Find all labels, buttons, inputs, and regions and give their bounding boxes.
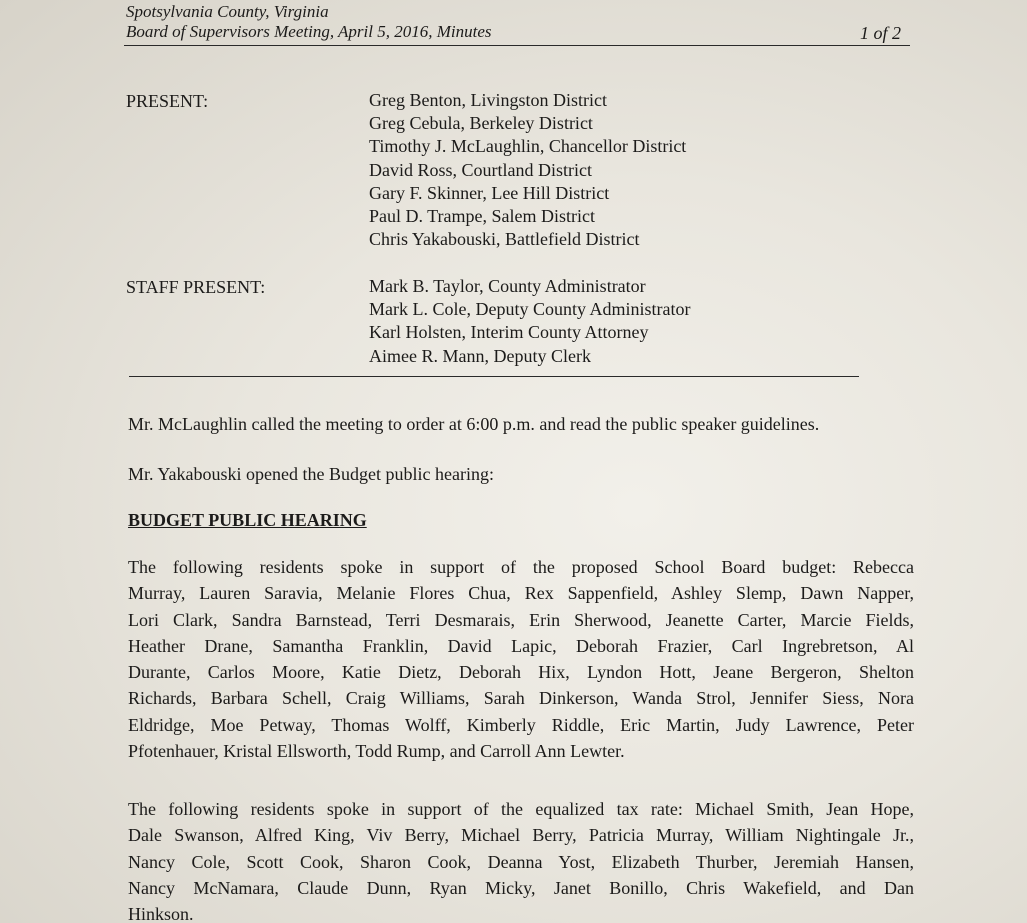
staff-member: Aimee R. Mann, Deputy Clerk (369, 345, 591, 366)
paragraph-line: Heather Drane, Samantha Franklin, David Lapic, Deborah Frazier, Carl Ingrebretson, Al (128, 635, 914, 656)
staff-present-label: STAFF PRESENT: (126, 277, 266, 297)
present-member: Paul D. Trampe, Salem District (369, 206, 595, 227)
paragraph-line: Durante, Carlos Moore, Katie Dietz, Deborah Hix, Lyndon Hott, Jeane Bergeron, Shelton (128, 662, 914, 683)
tax-rate-support-paragraph (128, 796, 914, 923)
present-list (369, 89, 686, 251)
present-member: Greg Benton, Livingston District (369, 90, 607, 110)
paragraph-line: Nancy McNamara, Claude Dunn, Ryan Micky, Janet Bonillo, Chris Wakefield, and Dan (128, 877, 914, 898)
paragraph-line: Lori Clark, Sandra Barnstead, Terri Desmarais, Erin Sherwood, Jeanette Carter, Marcie Fields, (128, 609, 914, 630)
paragraph-line: The following residents spoke in support of the proposed School Board budget: Rebecca (128, 557, 914, 577)
present-member: Chris Yakabouski, Battlefield District (369, 229, 640, 250)
present-member: Gary F. Skinner, Lee Hill District (369, 182, 610, 203)
call-to-order-text: Mr. McLaughlin called the meeting to order at 6:00 p.m. and read the public speaker guidelines. (128, 414, 820, 434)
paragraph-line: Richards, Barbara Schell, Craig Williams, Sarah Dinkerson, Wanda Strol, Jennifer Siess, Nora (128, 688, 914, 709)
paragraph-line: Dale Swanson, Alfred King, Viv Berry, Michael Berry, Patricia Murray, William Nightingale Jr., (128, 825, 914, 846)
paragraph-line: Murray, Lauren Saravia, Melanie Flores Chua, Rex Sappenfield, Ashley Slemp, Dawn Napper, (128, 583, 914, 604)
staff-member: Mark B. Taylor, County Administrator (369, 276, 646, 296)
budget-hearing-heading: BUDGET PUBLIC HEARING (128, 510, 367, 530)
present-label: PRESENT: (126, 91, 209, 111)
page-number: 1 of 2 (860, 23, 902, 43)
paragraph-line: Eldridge, Moe Petway, Thomas Wolff, Kimberly Riddle, Eric Martin, Judy Lawrence, Peter (128, 714, 914, 735)
hearing-open-text: Mr. Yakabouski opened the Budget public hearing: (128, 464, 494, 484)
section-rule (129, 376, 859, 377)
school-budget-support-paragraph (128, 554, 914, 764)
header-county: Spotsylvania County, Virginia (126, 2, 329, 21)
staff-member: Karl Holsten, Interim County Attorney (369, 322, 649, 343)
staff-member: Mark L. Cole, Deputy County Administrator (369, 299, 691, 320)
paragraph-line: The following residents spoke in support of the equalized tax rate: Michael Smith, Jean Hope, (128, 799, 914, 819)
header-rule (124, 45, 910, 46)
present-member: Timothy J. McLaughlin, Chancellor District (369, 136, 687, 157)
paragraph-line: Pfotenhauer, Kristal Ellsworth, Todd Rump, and Carroll Ann Lewter. (128, 741, 625, 762)
header-meeting: Board of Supervisors Meeting, April 5, 2016, Minutes (126, 22, 492, 41)
paragraph-line: Hinkson. (128, 904, 194, 923)
present-member: David Ross, Courtland District (369, 159, 592, 180)
paragraph-line: Nancy Cole, Scott Cook, Sharon Cook, Deanna Yost, Elizabeth Thurber, Jeremiah Hansen, (128, 851, 914, 872)
present-member: Greg Cebula, Berkeley District (369, 113, 593, 134)
staff-list (369, 275, 690, 368)
